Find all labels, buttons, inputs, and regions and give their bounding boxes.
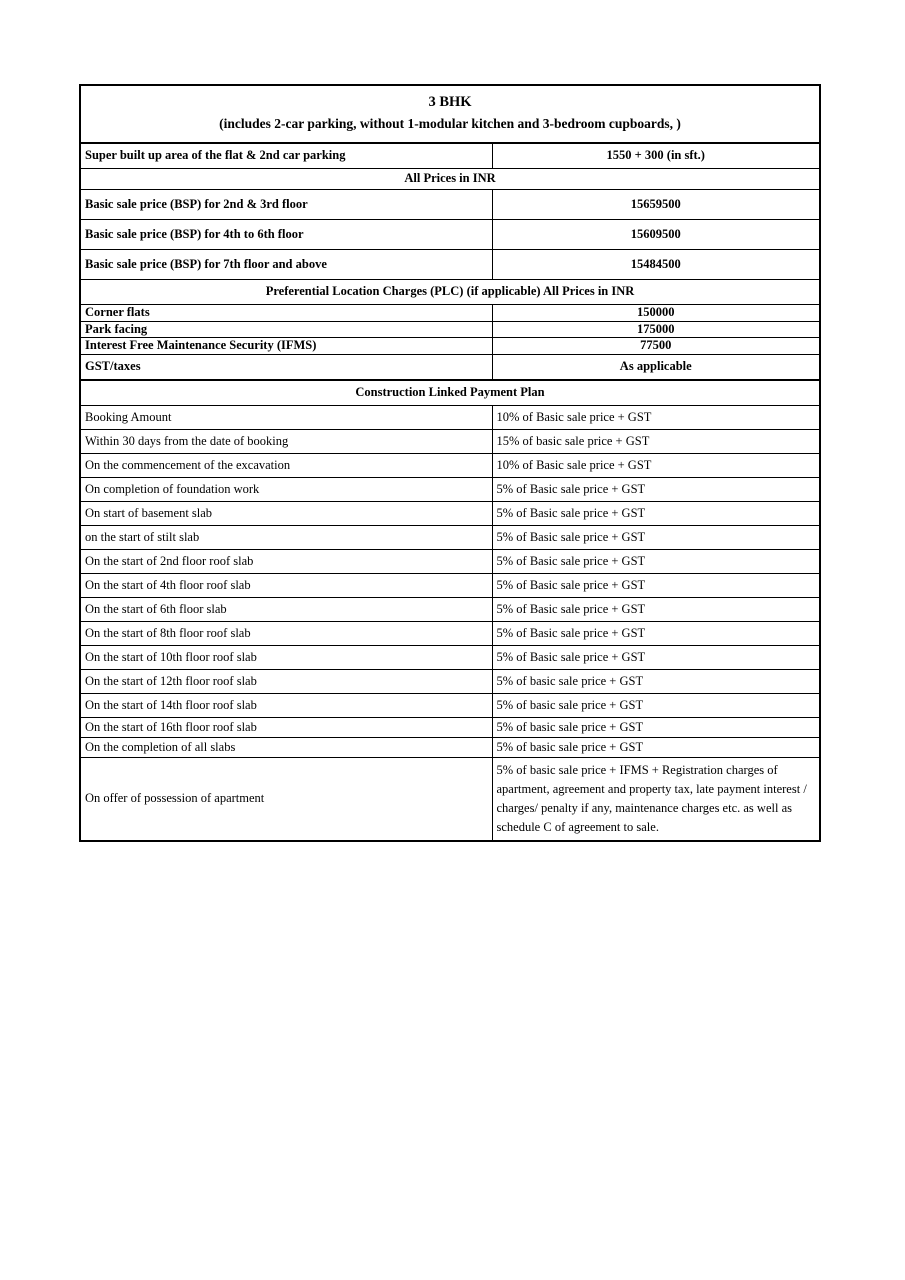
gst-value: As applicable <box>492 354 820 380</box>
payment-3: 5% of Basic sale price + GST <box>492 477 820 501</box>
table-row <box>80 525 820 549</box>
payment-plan-banner: Construction Linked Payment Plan <box>80 380 820 406</box>
payment-14: 5% of basic sale price + GST <box>492 737 820 757</box>
payment-13: 5% of basic sale price + GST <box>492 717 820 737</box>
payment-6: 5% of Basic sale price + GST <box>492 549 820 573</box>
milestone-9: On the start of 8th floor roof slab <box>80 621 492 645</box>
table-row <box>80 453 820 477</box>
milestone-0: Booking Amount <box>80 405 492 429</box>
possession-milestone: On offer of possession of apartment <box>80 757 492 841</box>
payment-7: 5% of Basic sale price + GST <box>492 573 820 597</box>
milestone-10: On the start of 10th floor roof slab <box>80 645 492 669</box>
payment-1: 15% of basic sale price + GST <box>492 429 820 453</box>
payment-12: 5% of basic sale price + GST <box>492 693 820 717</box>
bsp-label-1: Basic sale price (BSP) for 4th to 6th floor <box>80 220 492 250</box>
ifms-label: Interest Free Maintenance Security (IFMS) <box>80 338 492 355</box>
milestone-7: On the start of 4th floor roof slab <box>80 573 492 597</box>
table-row-possession <box>80 757 820 841</box>
page-subtitle: (includes 2-car parking, without 1-modular kitchen and 3-bedroom cupboards, ) <box>219 115 681 131</box>
table-row <box>80 597 820 621</box>
plc-value-1: 175000 <box>492 321 820 338</box>
table-row <box>80 669 820 693</box>
milestone-4: On start of basement slab <box>80 501 492 525</box>
table-row <box>80 429 820 453</box>
bsp-label-2: Basic sale price (BSP) for 7th floor and above <box>80 250 492 280</box>
table-row <box>80 338 820 355</box>
milestone-8: On the start of 6th floor slab <box>80 597 492 621</box>
table-row <box>80 220 820 250</box>
possession-payment: 5% of basic sale price + IFMS + Registration charges of apartment, agreement and property tax, late payment interest / charges/ penalty if any, maintenance charges etc. as well as schedule C of agreement to sale. <box>492 757 820 841</box>
table-row <box>80 305 820 322</box>
table-row <box>80 717 820 737</box>
milestone-1: Within 30 days from the date of booking <box>80 429 492 453</box>
milestone-3: On completion of foundation work <box>80 477 492 501</box>
plc-label-0: Corner flats <box>80 305 492 322</box>
table-row <box>80 621 820 645</box>
bsp-value-0: 15659500 <box>492 190 820 220</box>
gst-label: GST/taxes <box>80 354 492 380</box>
payment-10: 5% of Basic sale price + GST <box>492 645 820 669</box>
table-row <box>80 693 820 717</box>
table-row <box>80 321 820 338</box>
table-row <box>80 250 820 280</box>
table-row <box>80 737 820 757</box>
plc-value-0: 150000 <box>492 305 820 322</box>
milestone-11: On the start of 12th floor roof slab <box>80 669 492 693</box>
bsp-value-2: 15484500 <box>492 250 820 280</box>
payment-0: 10% of Basic sale price + GST <box>492 405 820 429</box>
payment-11: 5% of basic sale price + GST <box>492 669 820 693</box>
table-row <box>80 405 820 429</box>
table-row <box>80 501 820 525</box>
table-row <box>80 354 820 380</box>
area-label: Super built up area of the flat & 2nd car parking <box>80 143 492 169</box>
pricing-table <box>79 84 821 842</box>
payment-9: 5% of Basic sale price + GST <box>492 621 820 645</box>
ifms-value: 77500 <box>492 338 820 355</box>
bsp-value-1: 15609500 <box>492 220 820 250</box>
plc-banner-row <box>80 280 820 305</box>
bsp-label-0: Basic sale price (BSP) for 2nd & 3rd floor <box>80 190 492 220</box>
milestone-13: On the start of 16th floor roof slab <box>80 717 492 737</box>
area-value: 1550 + 300 (in sft.) <box>492 143 820 169</box>
payment-2: 10% of Basic sale price + GST <box>492 453 820 477</box>
milestone-2: On the commencement of the excavation <box>80 453 492 477</box>
all-prices-banner-row <box>80 169 820 190</box>
payment-5: 5% of Basic sale price + GST <box>492 525 820 549</box>
title-cell <box>80 85 820 143</box>
table-row <box>80 573 820 597</box>
milestone-6: On the start of 2nd floor roof slab <box>80 549 492 573</box>
milestone-12: On the start of 14th floor roof slab <box>80 693 492 717</box>
all-prices-banner: All Prices in INR <box>80 169 820 190</box>
title-row <box>80 85 820 143</box>
table-row <box>80 645 820 669</box>
milestone-5: on the start of stilt slab <box>80 525 492 549</box>
payment-plan-banner-row <box>80 380 820 406</box>
table-row <box>80 190 820 220</box>
page-title: 3 BHK <box>428 94 472 110</box>
milestone-14: On the completion of all slabs <box>80 737 492 757</box>
payment-4: 5% of Basic sale price + GST <box>492 501 820 525</box>
table-row <box>80 477 820 501</box>
table-row <box>80 549 820 573</box>
payment-8: 5% of Basic sale price + GST <box>492 597 820 621</box>
plc-banner: Preferential Location Charges (PLC) (if applicable) All Prices in INR <box>80 280 820 305</box>
table-row <box>80 143 820 169</box>
plc-label-1: Park facing <box>80 321 492 338</box>
